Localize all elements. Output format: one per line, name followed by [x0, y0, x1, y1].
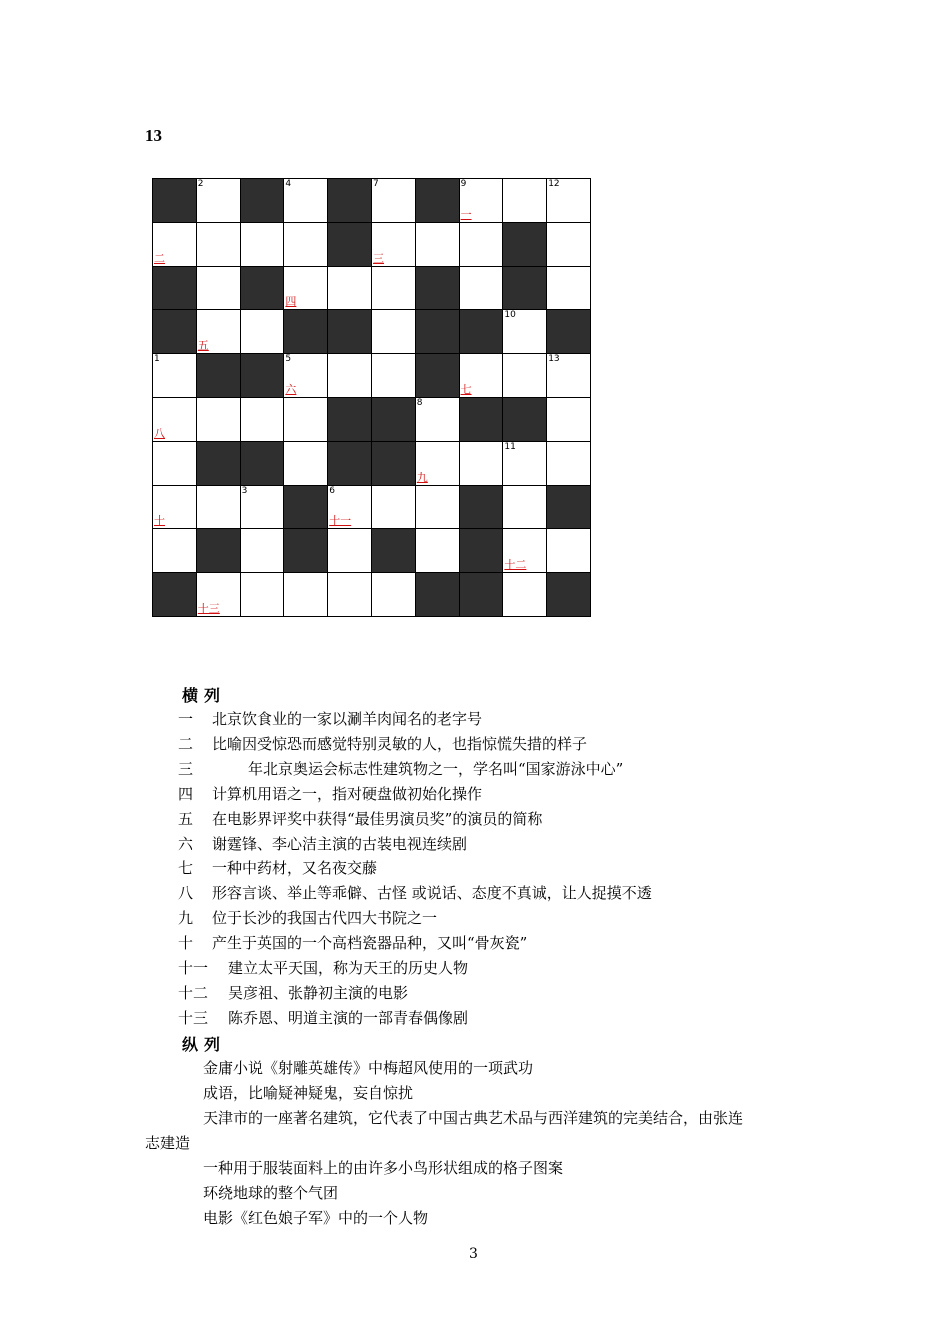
grid-cell[interactable]: [327, 528, 372, 573]
cell-clue-label: 十二: [504, 558, 527, 572]
cell-number: 4: [285, 179, 292, 189]
grid-cell[interactable]: [546, 178, 591, 223]
grid-cell[interactable]: [152, 222, 197, 267]
grid-cell[interactable]: [371, 309, 416, 354]
black-cell: [459, 485, 504, 530]
cell-number: 3: [241, 485, 248, 496]
grid-cell[interactable]: [502, 528, 547, 573]
grid-cell[interactable]: [196, 222, 241, 267]
black-cell: [152, 178, 197, 223]
clue-text: 位于长沙的我国古代四大书院之一: [212, 909, 438, 928]
grid-cell[interactable]: [546, 222, 591, 267]
down-clue: 成语，比喻疑神疑鬼，妄自惊扰: [203, 1084, 414, 1102]
clue-label: 十一: [178, 959, 209, 977]
black-cell: [327, 397, 372, 442]
grid-cell[interactable]: [152, 528, 197, 573]
clue-label: 一: [178, 710, 194, 728]
across-clue: [178, 933, 527, 953]
cell-clue-label: 三: [373, 251, 384, 265]
black-cell: [459, 528, 504, 573]
across-clue: [178, 1008, 468, 1028]
across-clue: [178, 809, 542, 829]
grid-cell[interactable]: [502, 441, 547, 486]
down-clue: 环绕地球的整个气团: [203, 1184, 339, 1202]
grid-cell[interactable]: [371, 353, 416, 398]
grid-cell[interactable]: [371, 572, 416, 617]
black-cell: [371, 397, 416, 442]
clue-text: 比喻因受惊恐而感觉特别灵敏的人，也指惊慌失措的样子: [212, 734, 588, 753]
black-cell: [240, 178, 285, 223]
grid-cell[interactable]: [371, 178, 416, 223]
grid-cell[interactable]: [415, 222, 460, 267]
black-cell: [327, 178, 372, 223]
black-cell: [152, 309, 197, 354]
clue-text: 一种中药材，又名夜交藤: [212, 859, 378, 878]
grid-cell[interactable]: [283, 441, 328, 486]
grid-cell[interactable]: [327, 485, 372, 530]
clue-label: 四: [178, 784, 194, 803]
black-cell: [327, 441, 372, 486]
cell-number: 12: [548, 179, 560, 189]
black-cell: [283, 309, 328, 354]
clue-text: 在电影界评奖中获得“最佳男演员奖”的演员的简称: [212, 809, 543, 828]
down-clue: 天津市的一座著名建筑，它代表了中国古典艺术品与西洋建筑的完美结合，由张连: [203, 1109, 744, 1127]
clue-text: 谢霆锋、李心洁主演的古装电视连续剧: [212, 834, 468, 853]
puzzle-number: 13: [145, 126, 162, 145]
page-number: 3: [469, 1246, 478, 1262]
grid-cell[interactable]: [196, 397, 241, 442]
down-clue: 电影《红色娘子军》中的一个人物: [203, 1209, 429, 1227]
black-cell: [459, 309, 504, 354]
black-cell: [502, 266, 547, 311]
grid-cell[interactable]: [196, 572, 241, 617]
black-cell: [283, 528, 328, 573]
clue-text: 年北京奥运会标志性建筑物之一，学名叫“国家游泳中心”: [248, 759, 624, 778]
grid-cell[interactable]: [327, 266, 372, 311]
clue-text: 陈乔恩、明道主演的一部青春偶像剧: [228, 1008, 469, 1027]
clue-label: 三: [178, 759, 194, 778]
cell-number: 1: [154, 354, 160, 365]
black-cell: [240, 441, 285, 486]
across-clue: [178, 858, 377, 878]
grid-cell[interactable]: [240, 572, 285, 617]
grid-cell[interactable]: [283, 178, 328, 223]
black-cell: [546, 572, 591, 617]
grid-cell[interactable]: [546, 353, 591, 398]
clue-label: 十三: [178, 1008, 209, 1027]
cell-number: 5: [285, 354, 292, 365]
grid-cell[interactable]: [459, 353, 504, 398]
clue-label: 八: [178, 884, 194, 903]
grid-cell[interactable]: [152, 441, 197, 486]
black-cell: [152, 266, 197, 311]
grid-cell[interactable]: [283, 222, 328, 267]
grid-cell[interactable]: [415, 528, 460, 573]
grid-cell[interactable]: [502, 572, 547, 617]
grid-cell[interactable]: [283, 266, 328, 311]
across-heading: 横列: [182, 686, 227, 705]
grid-cell[interactable]: [546, 528, 591, 573]
grid-cell[interactable]: [459, 222, 504, 267]
grid-cell[interactable]: [240, 309, 285, 354]
black-cell: [415, 309, 460, 354]
cell-clue-label: 四: [285, 295, 297, 309]
grid-cell[interactable]: [283, 397, 328, 442]
grid-cell[interactable]: [502, 309, 547, 354]
cell-number: 10: [504, 310, 516, 321]
down-clue-continuation: 志建造: [145, 1134, 191, 1152]
grid-cell[interactable]: [415, 441, 460, 486]
grid-cell[interactable]: [371, 266, 416, 311]
grid-cell[interactable]: [196, 485, 241, 530]
cell-number: 13: [548, 354, 560, 365]
clue-label: 十: [178, 934, 194, 953]
black-cell: [415, 353, 460, 398]
black-cell: [415, 266, 460, 311]
grid-cell[interactable]: [196, 309, 241, 354]
black-cell: [546, 485, 591, 530]
clue-text: 形容言谈、举止等乖僻、古怪 或说话、态度不真诚，让人捉摸不透: [212, 884, 652, 903]
grid-cell[interactable]: [152, 397, 197, 442]
black-cell: [240, 353, 285, 398]
down-clue: 一种用于服装面料上的由许多小鸟形状组成的格子图案: [203, 1159, 564, 1177]
cell-clue-label: 二: [154, 251, 165, 265]
cell-clue-label: 十: [154, 514, 165, 528]
black-cell: [459, 397, 504, 442]
black-cell: [283, 485, 328, 530]
cell-clue-label: 五: [197, 339, 209, 353]
black-cell: [196, 528, 241, 573]
across-clue: [178, 734, 587, 754]
grid-cell[interactable]: [546, 397, 591, 442]
clue-text: 建立太平天国，称为天王的历史人物: [228, 959, 469, 977]
grid-cell[interactable]: [415, 397, 460, 442]
across-clue: [178, 908, 437, 928]
grid-cell[interactable]: [415, 485, 460, 530]
crossword-grid[interactable]: [152, 178, 591, 617]
black-cell: [546, 309, 591, 354]
grid-cell[interactable]: [546, 266, 591, 311]
black-cell: [327, 309, 372, 354]
cell-number: 7: [373, 179, 379, 189]
grid-cell[interactable]: [283, 572, 328, 617]
across-clue: [178, 958, 468, 978]
black-cell: [240, 266, 285, 311]
grid-cell[interactable]: [196, 178, 241, 223]
black-cell: [327, 222, 372, 267]
down-clue: 金庸小说《射雕英雄传》中梅超风使用的一项武功: [203, 1059, 534, 1077]
across-clue: [178, 883, 652, 903]
cell-clue-label: 一: [460, 207, 472, 221]
grid-cell[interactable]: [240, 397, 285, 442]
cell-number: 9: [460, 179, 467, 189]
across-clue: [178, 983, 408, 1003]
cell-number: 2: [197, 179, 204, 189]
clue-label: 五: [178, 809, 194, 828]
cell-clue-label: 十一: [329, 514, 352, 528]
clue-label: 六: [178, 834, 194, 853]
grid-cell[interactable]: [459, 178, 504, 223]
grid-cell[interactable]: [327, 572, 372, 617]
grid-cell[interactable]: [240, 222, 285, 267]
grid-cell[interactable]: [327, 353, 372, 398]
cell-clue-label: 七: [460, 382, 472, 396]
across-clue: [178, 709, 482, 729]
grid-cell[interactable]: [502, 485, 547, 530]
black-cell: [152, 572, 197, 617]
clue-text: 吴彦祖、张静初主演的电影: [228, 983, 409, 1002]
grid-cell[interactable]: [371, 485, 416, 530]
across-clue: [178, 834, 467, 854]
black-cell: [196, 441, 241, 486]
cell-clue-label: 九: [416, 470, 428, 484]
black-cell: [502, 397, 547, 442]
across-clue: [178, 784, 482, 804]
grid-cell[interactable]: [196, 266, 241, 311]
clue-text: 计算机用语之一，指对硬盘做初始化操作: [212, 784, 483, 803]
cell-number: 8: [416, 398, 423, 408]
clue-label: 九: [178, 909, 194, 928]
grid-cell[interactable]: [546, 441, 591, 486]
black-cell: [415, 572, 460, 617]
across-clue: [178, 759, 623, 779]
cell-clue-label: 十三: [197, 601, 220, 615]
down-heading: 纵列: [182, 1035, 227, 1054]
black-cell: [459, 572, 504, 617]
grid-cell[interactable]: [240, 485, 285, 530]
clue-label: 七: [178, 859, 194, 878]
clue-text: 产生于英国的一个高档瓷器品种，又叫“骨灰瓷”: [212, 934, 528, 953]
grid-cell[interactable]: [240, 528, 285, 573]
cell-clue-label: 六: [285, 382, 297, 396]
grid-cell[interactable]: [459, 441, 504, 486]
black-cell: [196, 353, 241, 398]
cell-number: 11: [504, 441, 516, 452]
clue-label: 二: [178, 734, 194, 753]
cell-number: 6: [329, 485, 335, 496]
grid-cell[interactable]: [283, 353, 328, 398]
grid-cell[interactable]: [152, 353, 197, 398]
black-cell: [502, 222, 547, 267]
grid-cell[interactable]: [371, 222, 416, 267]
clue-label: 十二: [178, 983, 209, 1002]
black-cell: [371, 441, 416, 486]
black-cell: [371, 528, 416, 573]
grid-cell[interactable]: [152, 485, 197, 530]
cell-clue-label: 八: [154, 426, 165, 440]
grid-cell[interactable]: [502, 178, 547, 223]
black-cell: [415, 178, 460, 223]
clue-text: 北京饮食业的一家以涮羊肉闻名的老字号: [212, 710, 483, 728]
grid-cell[interactable]: [459, 266, 504, 311]
grid-cell[interactable]: [502, 353, 547, 398]
